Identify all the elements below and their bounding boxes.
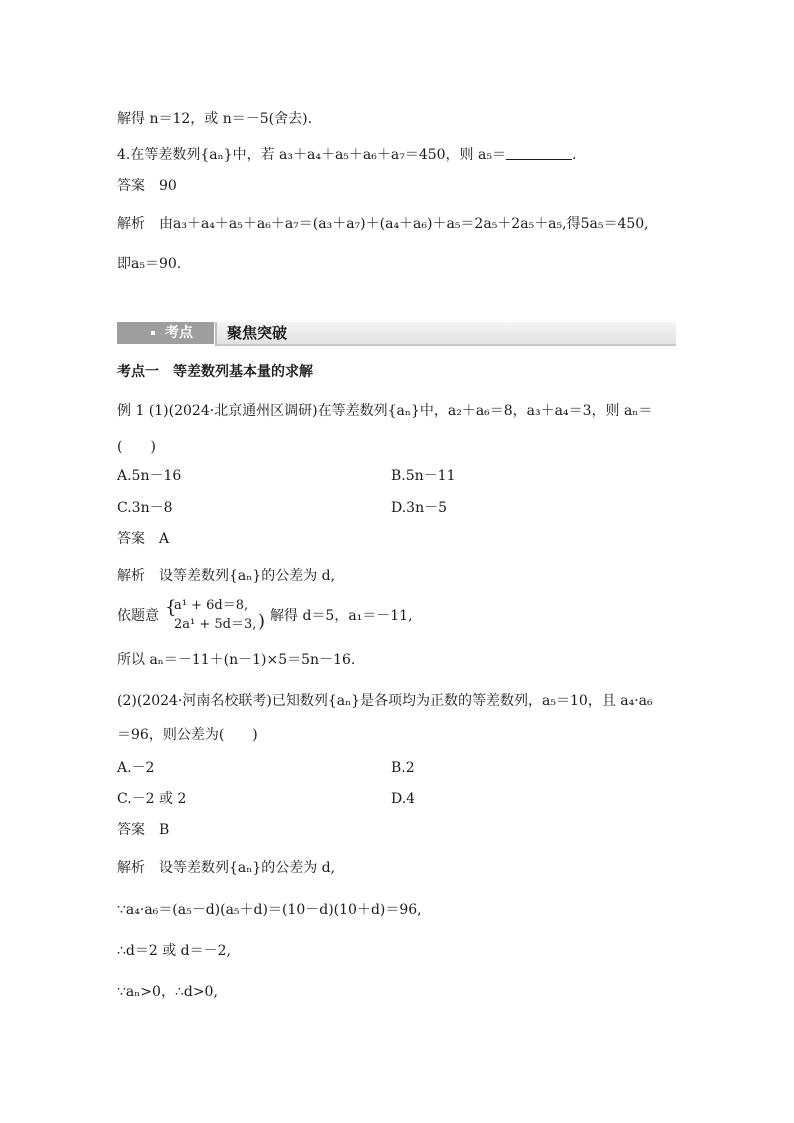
option-2c: C.－2 或 2 [117, 791, 187, 807]
option-2a: A.－2 [117, 760, 155, 776]
system-eq1: a¹ + 6d＝8, [174, 598, 249, 613]
analysis-2-step2: ∴d＝2 或 d＝－2, [117, 943, 231, 959]
right-brace: ) [258, 611, 266, 632]
answer-blank [506, 145, 572, 160]
option-c: C.3n－8 [117, 500, 173, 516]
answer-2: 答案 B [117, 822, 170, 838]
bullet-icon [151, 331, 155, 335]
example-2-line2: ＝96，则公差为( ) [117, 727, 258, 743]
left-brace: { [165, 597, 177, 618]
example-1-question: 例 1 (1)(2024·北京通州区调研)在等差数列{aₙ}中，a₂＋a₆＝8，a₃＋a₄＝3，则 aₙ＝ [117, 403, 653, 419]
example-1-paren: ( ) [117, 439, 156, 455]
option-2d: D.4 [391, 791, 416, 807]
analysis-1-result: 所以 aₙ＝－11＋(n－1)×5＝5n－16. [117, 652, 356, 668]
answer-4: 答案 90 [117, 178, 177, 194]
analysis-4-line2: 即a₅＝90. [117, 256, 182, 272]
analysis-2-step3: ∵aₙ>0，∴d>0, [117, 984, 218, 1000]
system-suffix: 解得 d＝5，a₁＝－11, [270, 608, 413, 624]
system-eq2: 2a¹ + 5d＝3, [174, 617, 257, 632]
section-tag-label: 考点 [165, 325, 193, 341]
topic-heading: 考点一 等差数列基本量的求解 [117, 364, 313, 380]
system-prefix: 依题意 [117, 608, 159, 624]
analysis-2-step1: ∵a₄·a₆＝(a₅－d)(a₅＋d)＝(10－d)(10＋d)＝96, [117, 902, 422, 918]
option-b: B.5n－11 [391, 468, 456, 484]
analysis-4-line1: 解析 由a₃＋a₄＋a₅＋a₆＋a₇＝(a₃＋a₇)＋(a₄＋a₆)＋a₅＝2a₅＋2a₅＋a₅,得5a₅＝450, [117, 216, 649, 232]
option-d: D.3n－5 [391, 500, 448, 516]
section-header [117, 322, 676, 346]
analysis-1: 解析 设等差数列{aₙ}的公差为 d, [117, 568, 336, 584]
option-a: A.5n－16 [117, 468, 182, 484]
line-solve-n: 解得 n＝12，或 n＝－5(舍去). [117, 111, 313, 127]
problem-4 [117, 145, 576, 165]
section-tag [117, 322, 214, 344]
analysis-2: 解析 设等差数列{aₙ}的公差为 d, [117, 860, 336, 876]
section-title: 聚焦突破 [227, 324, 288, 342]
problem-4-text: 4.在等差数列{aₙ}中，若 a₃＋a₄＋a₅＋a₆＋a₇＝450，则 a₅＝ [117, 147, 506, 163]
problem-4-end: . [571, 147, 577, 163]
option-2b: B.2 [391, 760, 415, 776]
answer-1: 答案 A [117, 531, 170, 547]
example-2-line1: (2)(2024·河南名校联考)已知数列{aₙ}是各项均为正数的等差数列，a₅＝10，且 a₄·a₆ [117, 693, 653, 709]
